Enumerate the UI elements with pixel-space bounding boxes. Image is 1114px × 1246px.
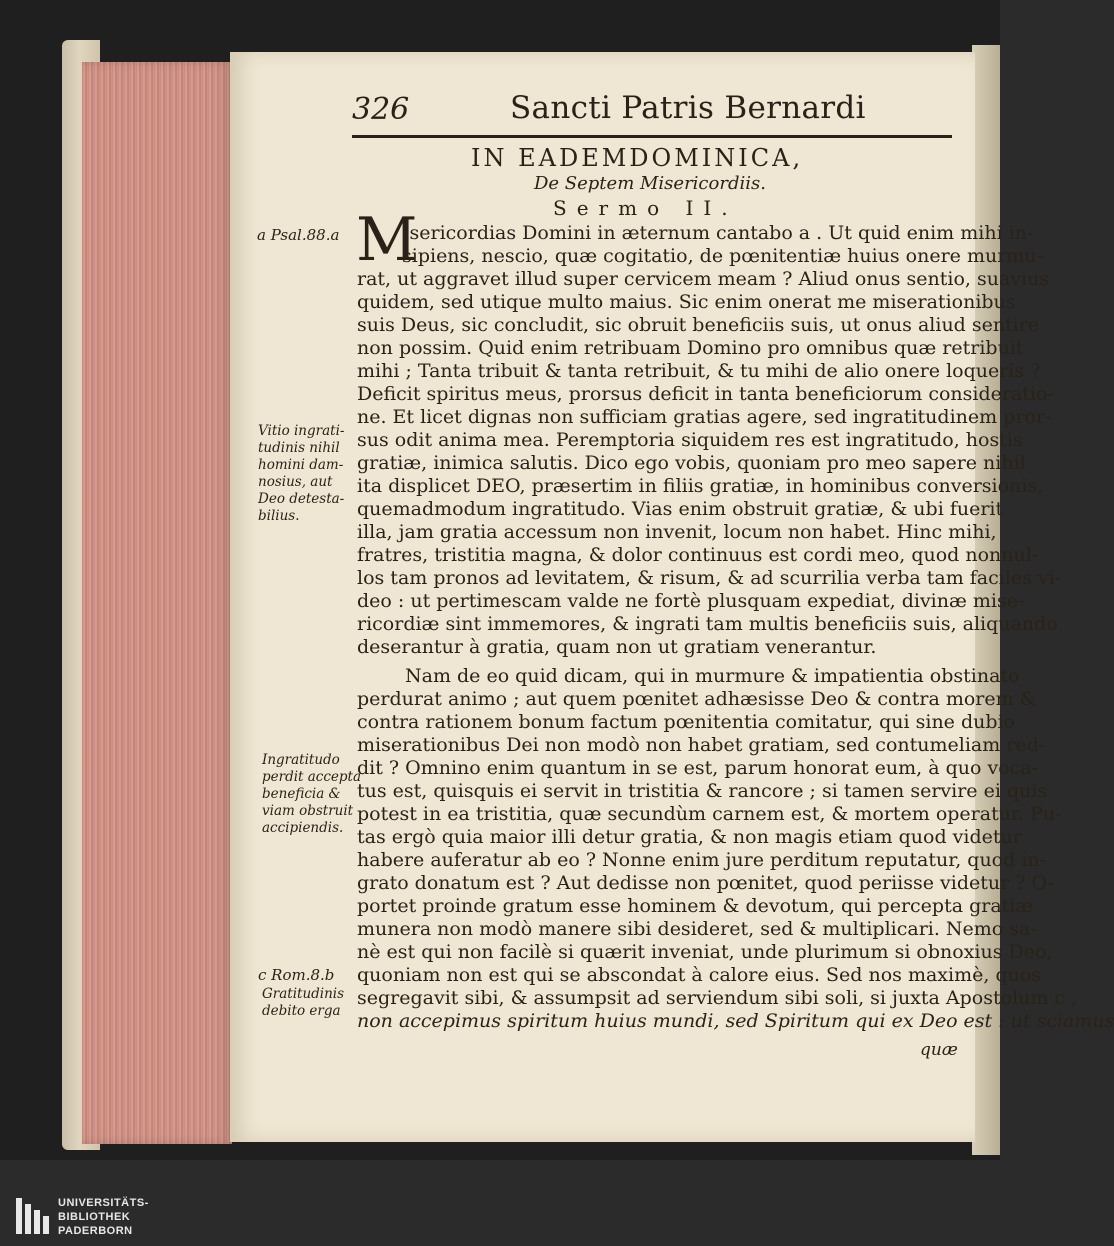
body-line: tus est, quisquis ei servit in tristitia & rancore ; si tamen servire ei quis [357, 780, 1048, 802]
body-line: potest in ea tristitia, quæ secundùm carnem est, & mortem operatur. Pu- [357, 803, 1062, 825]
library-logo-icon [14, 1196, 52, 1236]
margin-note-line: accipiendis. [262, 820, 344, 836]
margin-note-line: Vitio ingrati- [258, 423, 345, 439]
body-line: sus odit anima mea. Peremptoria siquidem res est ingratitudo, hostis [357, 429, 1023, 451]
margin-reference-c: c Rom.8.b [258, 966, 335, 984]
library-logo-text [58, 1196, 149, 1238]
body-line: quidem, sed utique multo maius. Sic enim onerat me miserationibus [357, 291, 1016, 313]
body-line: los tam pronos ad levitatem, & risum, & ad scurrilia verba tam faciles vi- [357, 567, 1062, 589]
margin-note-line: Ingratitudo [262, 752, 340, 768]
body-line: contra rationem bonum factum pœnitentia comitatur, qui sine dubio [357, 711, 1016, 733]
margin-note-ingratitude [258, 423, 344, 525]
body-line: habere auferatur ab eo ? Nonne enim jure perditum reputatur, quod in- [357, 849, 1047, 871]
drop-cap: M [356, 205, 418, 275]
body-line: illa, jam gratia accessum non invenit, locum non habet. Hinc mihi, [357, 521, 997, 543]
body-line: fratres, tristitia magna, & dolor continuus est cordi meo, quod nonnul- [357, 544, 1039, 566]
body-line: deserantur à gratia, quam non ut gratiam venerantur. [357, 636, 877, 658]
margin-note-line: tudinis nihil [258, 440, 340, 456]
body-line: Isericordias Domini in æternum cantabo a . Ut quid enim mihi in- [402, 222, 1034, 244]
body-line: ita displicet DEO, præsertim in filiis gratiæ, in hominibus conversionis, [357, 475, 1044, 497]
body-line: Deficit spiritus meus, prorsus deficit in tanta beneficiorum consideratio- [357, 383, 1054, 405]
margin-note-line: bilius. [258, 508, 300, 524]
header-rule [352, 135, 952, 138]
body-line: tas ergò quia maior illi detur gratia, & non magis etiam quod videtur [357, 826, 1022, 848]
margin-note-line: perdit accepta [262, 769, 362, 785]
margin-note-line: nosius, aut [258, 474, 333, 490]
margin-note-line: homini dam- [258, 457, 344, 473]
logo-line: UNIVERSITÄTS- [58, 1197, 149, 1209]
body-line: quoniam non est qui se abscondat à calore eius. Sed nos maximè, quos [357, 964, 1042, 986]
margin-note-ingratitudo [262, 752, 361, 837]
body-line: dit ? Omnino enim quantum in se est, parum honorat eum, à quo voca- [357, 757, 1039, 779]
margin-reference-a: a Psal.88.a [257, 226, 340, 244]
logo-line: BIBLIOTHEK [58, 1211, 131, 1223]
body-line: miserationibus Dei non modò non habet gratiam, sed contumeliam red- [357, 734, 1046, 756]
body-line: portet proinde gratum esse hominem & devotum, qui percepta gratiæ [357, 895, 1034, 917]
sermon-title: IN EADEMDOMINICA, [471, 144, 804, 172]
body-line: munera non modò manere sibi desideret, sed & multiplicari. Nemo sa- [357, 918, 1037, 940]
body-line: gratiæ, inimica salutis. Dico ego vobis, quoniam pro meo sapere nihil [357, 452, 1026, 474]
margin-note-gratitudinis [262, 986, 344, 1020]
running-head: Sancti Patris Bernardi [510, 90, 866, 126]
body-line: nè est qui non facilè si quærit inveniat, unde plurimum si obnoxius Deo, [357, 941, 1053, 963]
margin-note-line: viam obstruit [262, 803, 354, 819]
margin-note-line: Deo detesta- [258, 491, 345, 507]
margin-note-line: beneficia & [262, 786, 341, 802]
page-number: 326 [352, 92, 410, 127]
margin-note-line: debito erga [262, 1003, 341, 1019]
body-line: non possim. Quid enim retribuam Domino pro omnibus quæ retribuit [357, 337, 1024, 359]
body-line: ne. Et licet dignas non sufficiam gratias agere, sed ingratitudinem pror- [357, 406, 1052, 428]
body-line: deo : ut pertimescam valde ne fortè plusquam expediat, divinæ mise- [357, 590, 1025, 612]
body-line: non accepimus spiritum huius mundi, sed Spiritum qui ex Deo est : ut sciamus [357, 1010, 1114, 1032]
body-line: quemadmodum ingratitudo. Vias enim obstruit gratiæ, & ubi fuerit [357, 498, 1004, 520]
body-line: grato donatum est ? Aut dedisse non pœnitet, quod periisse videtur ? O- [357, 872, 1055, 894]
body-line: segregavit sibi, & assumpsit ad serviendum sibi soli, si juxta Apostolum c , [357, 987, 1078, 1009]
body-line: mihi ; Tanta tribuit & tanta retribuit, & tu mihi de alio onere loqueris ? [357, 360, 1041, 382]
catchword: quæ [920, 1040, 958, 1060]
page-fore-edge [82, 62, 232, 1144]
body-line: Nam de eo quid dicam, qui in murmure & impatientia obstinato [405, 665, 1020, 687]
body-line: suis Deus, sic concludit, sic obruit beneficiis suis, ut onus aliud sentire [357, 314, 1040, 336]
body-line: ricordiæ sint immemores, & ingrati tam multis beneficiis suis, aliquando [357, 613, 1058, 635]
body-line: sipiens, nescio, quæ cogitatio, de pœnitentiæ huius onere murmu- [402, 245, 1043, 267]
margin-note-line: Gratitudinis [262, 986, 345, 1002]
body-line: rat, ut aggravet illud super cervicem meam ? Aliud onus sentio, suavius [357, 268, 1050, 290]
logo-line: PADERBORN [58, 1225, 133, 1237]
sermon-number: Sermo II. [553, 196, 738, 220]
body-line: perdurat animo ; aut quem pœnitet adhæsisse Deo & contra morem & [357, 688, 1037, 710]
sermon-subtitle: De Septem Misericordiis. [534, 173, 766, 194]
